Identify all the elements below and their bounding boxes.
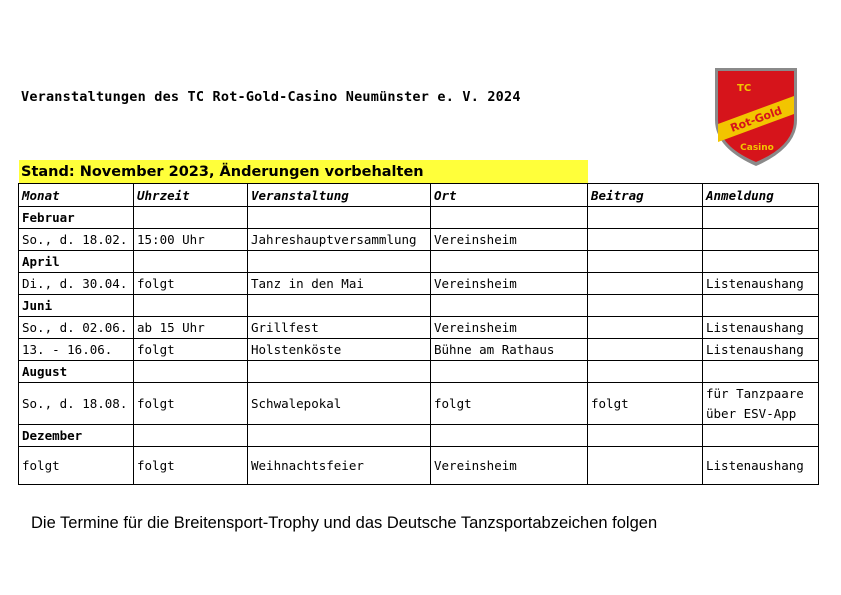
month-row (19, 361, 819, 383)
cell-time: 15:00 Uhr (134, 229, 248, 251)
cell-registration: für Tanzpaare über ESV-App (703, 383, 819, 425)
table-row (19, 447, 819, 485)
cell-date: So., d. 18.02. (19, 229, 134, 251)
cell-fee (588, 447, 703, 485)
cell-place: Bühne am Rathaus (431, 339, 588, 361)
events-table (18, 183, 819, 485)
cell-fee: folgt (588, 383, 703, 425)
logo-middle-text: Rot-Gold (728, 104, 784, 135)
cell-time: folgt (134, 273, 248, 295)
month-label: April (19, 251, 134, 273)
cell-date: So., d. 02.06. (19, 317, 134, 339)
table-row (19, 339, 819, 361)
cell-place: folgt (431, 383, 588, 425)
cell-event: Schwalepokal (248, 383, 431, 425)
logo-top-text: TC (737, 83, 752, 94)
month-label: Dezember (19, 425, 134, 447)
month-label: Februar (19, 207, 134, 229)
cell-place: Vereinsheim (431, 447, 588, 485)
header-anmeldung: Anmeldung (703, 184, 819, 207)
cell-event: Weihnachtsfeier (248, 447, 431, 485)
document-title: Veranstaltungen des TC Rot-Gold-Casino Neumünster e. V. 2024 (21, 89, 521, 105)
cell-fee (588, 273, 703, 295)
table-row (19, 383, 819, 425)
cell-event: Holstenköste (248, 339, 431, 361)
cell-event: Tanz in den Mai (248, 273, 431, 295)
cell-time: folgt (134, 383, 248, 425)
header-uhrzeit: Uhrzeit (134, 184, 248, 207)
month-row (19, 207, 819, 229)
header-monat: Monat (19, 184, 134, 207)
cell-date: folgt (19, 447, 134, 485)
cell-time: ab 15 Uhr (134, 317, 248, 339)
month-row (19, 425, 819, 447)
cell-fee (588, 339, 703, 361)
cell-registration: Listenaushang (703, 339, 819, 361)
cell-time: folgt (134, 339, 248, 361)
table-row (19, 273, 819, 295)
cell-event: Jahreshauptversammlung (248, 229, 431, 251)
month-label: August (19, 361, 134, 383)
cell-registration: Listenaushang (703, 273, 819, 295)
club-logo (707, 62, 805, 170)
cell-registration (703, 229, 819, 251)
table-header-row (19, 184, 819, 207)
cell-registration: Listenaushang (703, 317, 819, 339)
footer-note: Die Termine für die Breitensport-Trophy und das Deutsche Tanzsportabzeichen folgen (31, 514, 658, 532)
table-row (19, 229, 819, 251)
month-row (19, 295, 819, 317)
cell-fee (588, 317, 703, 339)
cell-date: Di., d. 30.04. (19, 273, 134, 295)
cell-registration: Listenaushang (703, 447, 819, 485)
header-veranstaltung: Veranstaltung (248, 184, 431, 207)
cell-place: Vereinsheim (431, 317, 588, 339)
header-beitrag: Beitrag (588, 184, 703, 207)
cell-place: Vereinsheim (431, 229, 588, 251)
logo-bottom-text: Casino (740, 143, 774, 153)
cell-event: Grillfest (248, 317, 431, 339)
month-row (19, 251, 819, 273)
header-ort: Ort (431, 184, 588, 207)
cell-date: 13. - 16.06. (19, 339, 134, 361)
table-row (19, 317, 819, 339)
cell-date: So., d. 18.08. (19, 383, 134, 425)
cell-time: folgt (134, 447, 248, 485)
month-label: Juni (19, 295, 134, 317)
cell-fee (588, 229, 703, 251)
cell-place: Vereinsheim (431, 273, 588, 295)
status-banner: Stand: November 2023, Änderungen vorbehalten (19, 160, 588, 183)
